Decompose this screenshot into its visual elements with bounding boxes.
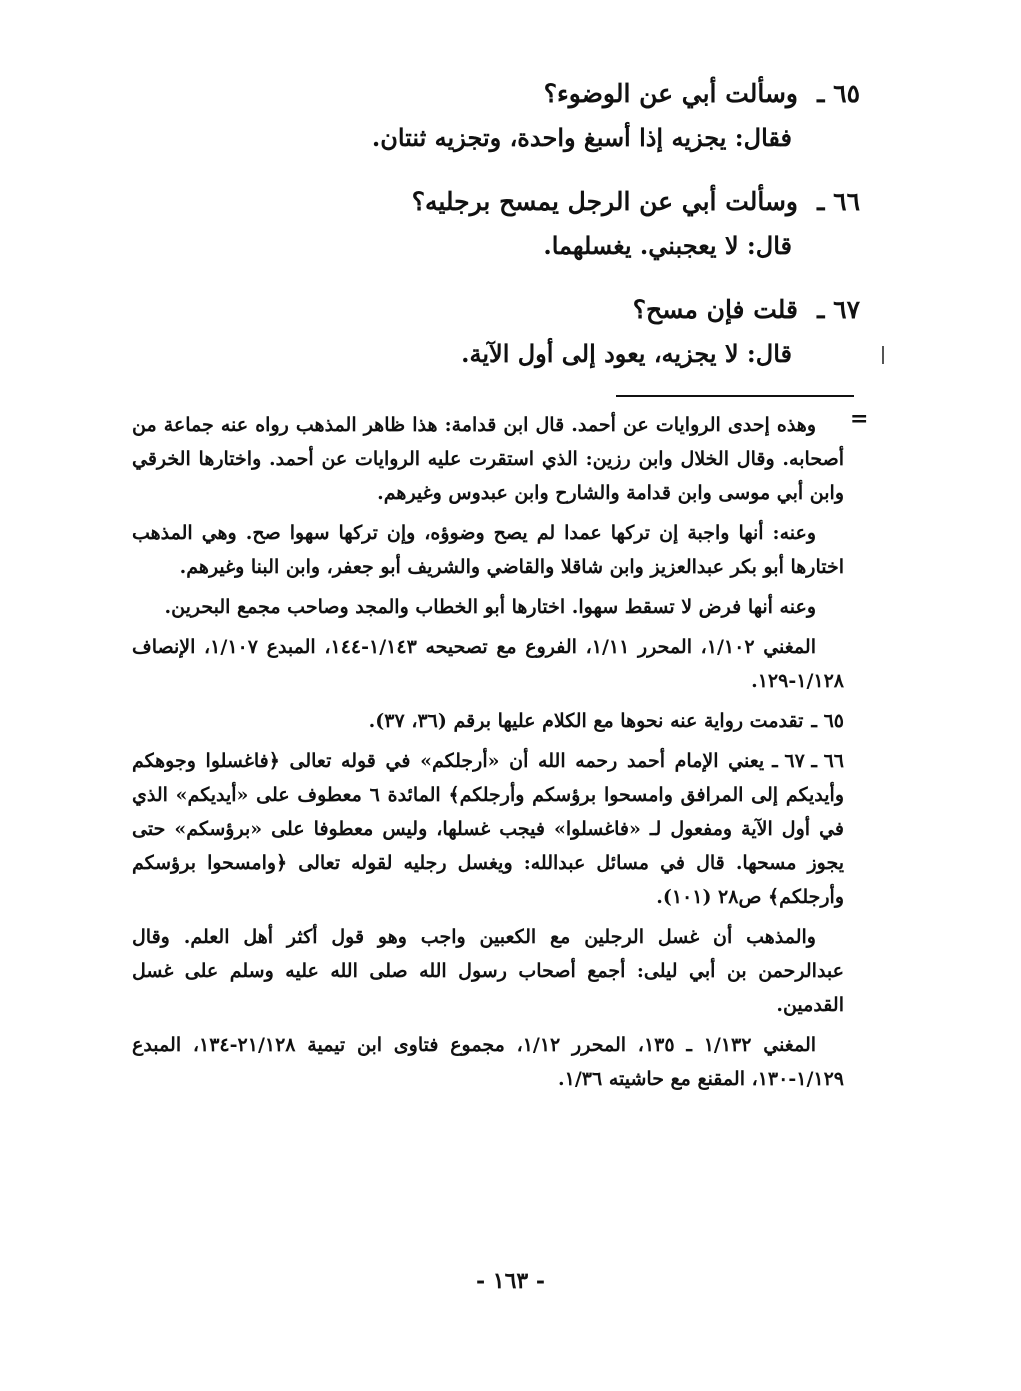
footnote-paragraph: وعنه: أنها واجبة إن تركها عمدا لم يصح وضوؤه، وإن تركها سهوا صح. وهي المذهب اختارها أبو بكر عبدالعزيز وابن شاقلا والقاضي والشريف أبو جعفر، وابن البنا وغيرهم.	[132, 522, 844, 578]
main-text	[130, 72, 860, 396]
footnote-paragraph: والمذهب أن غسل الرجلين مع الكعبين واجب وهو قول أكثر أهل العلم. وقال عبدالرحمن بن أبي ليلى: أجمع أصحاب رسول الله صلى الله عليه وسلم على غسل القدمين.	[132, 926, 844, 1016]
footnote-text: تقدمت رواية عنه نحوها مع الكلام عليها برقم (٣٦، ٣٧).	[368, 710, 804, 732]
footnote-references: المغني ١/١٣٢ ـ ١٣٥، المحرر ١/١٢، مجموع فتاوى ابن تيمية ٢١/١٢٨-١٣٤، المبدع ١/١٢٩-١٣٠، المقنع مع حاشيته ١/٣٦.	[132, 1034, 844, 1090]
continuation-marker: =	[850, 406, 869, 432]
footnotes	[132, 408, 844, 1102]
footnote-65	[132, 704, 844, 738]
footnote-number: ٦٥ ـ	[811, 710, 844, 732]
answer-text: فقال: يجزيه إذا أسبغ واحدة، وتجزيه ثنتان.	[371, 123, 792, 152]
question-65	[130, 72, 860, 160]
footnote-66-67	[132, 744, 844, 914]
footnote-paragraph: وعنه أنها فرض لا تسقط سهوا. اختارها أبو الخطاب والمجد وصاحب مجمع البحرين.	[164, 596, 816, 618]
footnote-paragraph: وهذه إحدى الروايات عن أحمد. قال ابن قدامة: هذا ظاهر المذهب رواه عنه جماعة من أصحابه. وقال الخلال وابن رزين: الذي استقرت عليه الروايات عن أحمد. واختارها الخرقي وابن أبي موسى وابن قدامة والشارح وابن عبدوس وغيرهم.	[132, 414, 844, 504]
answer-text: قال: لا يجزيه، يعود إلى أول الآية.	[461, 339, 792, 368]
margin-mark	[882, 346, 884, 364]
question-text: وسألت أبي عن الرجل يمسح برجليه؟	[411, 187, 798, 216]
question-text: قلت فإن مسح؟	[632, 295, 798, 324]
footnote-text: يعني الإمام أحمد رحمه الله أن «أرجلكم» في قوله تعالى ﴿فاغسلوا وجوهكم وأيديكم إلى المرافق وامسحوا برؤسكم وأرجلكم﴾ المائدة ٦ معطوف على «أيديكم» الذي في أول الآية ومفعول لـ «فاغسلوا» فيجب غسلها، وليس معطوفا على «برؤسكم» حتى يجوز مسحها. قال في مسائل عبدالله: ويغسل رجليه لقوله تعالى ﴿وامسحوا برؤسكم وأرجلكم﴾ ص٢٨ (١٠١).	[132, 750, 845, 908]
question-67	[130, 288, 860, 376]
footnote-number: ٦٦ ـ ٦٧ ـ	[772, 750, 844, 772]
footnote-references: المغني ١/١٠٢، المحرر ١/١١، الفروع مع تصحيحه ١/١٤٣-١٤٤، المبدع ١/١٠٧، الإنصاف ١/١٢٨-١٢٩.	[132, 636, 844, 692]
page-number: - ١٦٣ -	[475, 1268, 546, 1294]
question-number: ٦٥ ـ	[817, 79, 860, 108]
question-text: وسألت أبي عن الوضوء؟	[543, 79, 798, 108]
question-number: ٦٦ ـ	[817, 187, 860, 216]
footnote-separator	[616, 395, 854, 397]
question-66	[130, 180, 860, 268]
answer-text: قال: لا يعجبني. يغسلهما.	[543, 231, 792, 260]
question-number: ٦٧ ـ	[817, 295, 860, 324]
